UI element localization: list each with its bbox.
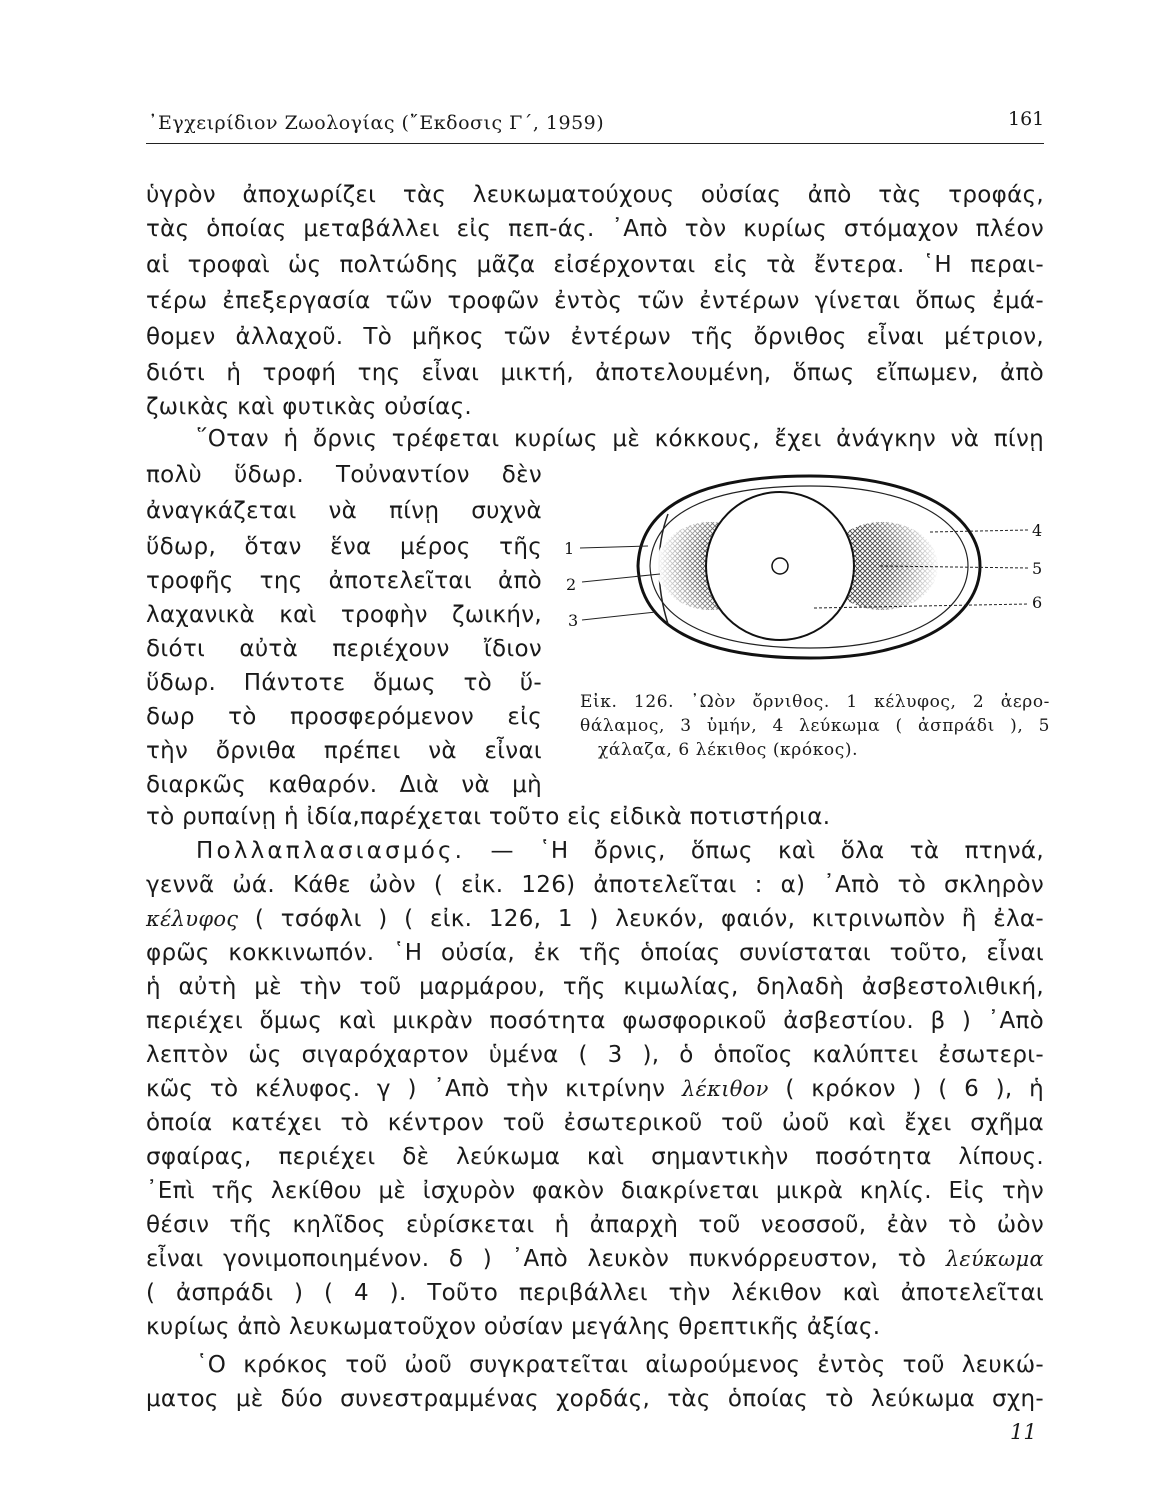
text-line: δωρ τὸ προσφερόμενον εἰς [146, 704, 542, 730]
running-header: ᾽Εγχειρίδιον Ζωολογίας (῎Εκδοσις Γ΄, 1959) [148, 112, 605, 134]
text-span: — ῾Η ὄρνις, ὅπως καὶ ὅλα τὰ πτηνά, [490, 838, 1044, 864]
text-line: ᾽Επὶ τῆς λεκίθου μὲ ἰσχυρὸν φακὸν διακρίνεται μικρὰ κηλίς. Εἰς τὴν [146, 1178, 1044, 1204]
text-line: αἱ τροφαὶ ὡς πολτώδης μᾶζα εἰσέρχονται εἰς τὰ ἔντερα. ῾Η περαι- [146, 252, 1044, 278]
text-line: ῾Ο κρόκος τοῦ ὠοῦ συγκρατεῖται αἰωρούμενος ἐντὸς τοῦ λευκώ- [196, 1352, 1044, 1378]
figure-label: 5 [1032, 559, 1043, 578]
term-albumen: λεύκωμα [945, 1247, 1044, 1271]
term-shell: κέλυφος [146, 907, 239, 931]
figure-caption [580, 690, 1050, 762]
figure-label: 6 [1032, 593, 1043, 612]
text-line: σφαίρας, περιέχει δὲ λεύκωμα καὶ σημαντικὴν ποσότητα λίπους. [146, 1144, 1044, 1170]
text-line: γεννᾶ ὠά. Κάθε ὠὸν ( εἰκ. 126) ἀποτελεῖται : α) ᾽Απὸ τὸ σκληρὸν [146, 872, 1044, 898]
text-line: λαχανικὰ καὶ τροφὴν ζωικήν, [146, 602, 542, 628]
text-line: ὑγρὸν ἀποχωρίζει τὰς λευκωματούχους οὐσίας ἀπὸ τὰς τροφάς, [146, 182, 1044, 208]
text-span: κῶς τὸ κέλυφος. γ ) ᾽Απὸ τὴν κιτρίνην [146, 1076, 666, 1102]
text-span: ( κρόκον ) ( 6 ), ἡ [785, 1076, 1045, 1102]
text-line: τροφῆς της ἀποτελεῖται ἀπὸ [146, 568, 542, 594]
text-line: τὴν ὄρνιθα πρέπει νὰ εἶναι [146, 738, 542, 764]
text-line: ῞Οταν ἡ ὄρνις τρέφεται κυρίως μὲ κόκκους, ἔχει ἀνάγκην νὰ πίνῃ [196, 426, 1044, 452]
text-line: διαρκῶς καθαρόν. Διὰ νὰ μὴ [146, 772, 542, 798]
text-line: ὕδωρ, ὅταν ἕνα μέρος τῆς [146, 534, 542, 560]
figure-label: 4 [1032, 521, 1043, 540]
text-line: κυρίως ἀπὸ λευκωματοῦχον οὐσίαν μεγάλης θρεπτικῆς ἀξίας. [146, 1314, 881, 1340]
term-yolk: λέκιθον [681, 1077, 769, 1101]
text-line [146, 1074, 1044, 1104]
germinal-disc [772, 558, 788, 574]
header-rule [146, 143, 1044, 144]
text-line: περιέχει ὅμως καὶ μικρὰν ποσότητα φωσφορικοῦ ἀσβεστίου. β ) ᾽Απὸ [146, 1008, 1044, 1034]
text-line: τὸ ρυπαίνῃ ἡ ἰδία,παρέχεται τοῦτο εἰς εἰδικὰ ποτιστήρια. [146, 804, 831, 830]
caption-line: θάλαμος, 3 ὑμήν, 4 λεύκωμα ( ἀσπράδι ), 5 [580, 716, 1050, 736]
figure-label: 1 [564, 539, 575, 558]
figure-label: 3 [568, 611, 579, 630]
text-line: φρῶς κοκκινωπόν. ῾Η οὐσία, ἐκ τῆς ὁποίας συνίσταται τοῦτο, εἶναι [146, 940, 1044, 966]
text-line [146, 904, 1044, 934]
text-line: ὕδωρ. Πάντοτε ὅμως τὸ ὕ- [146, 670, 542, 696]
figure-label: 2 [566, 575, 577, 594]
section-heading: Πολλαπλασιασμός. [196, 838, 466, 864]
text-line: ( ἀσπράδι ) ( 4 ). Τοῦτο περιβάλλει τὴν λέκιθον καὶ ἀποτελεῖται [146, 1280, 1044, 1306]
text-line [146, 1244, 1044, 1274]
text-line: θομεν ἀλλαχοῦ. Τὸ μῆκος τῶν ἐντέρων τῆς ὄρνιθος εἶναι μέτριον, [146, 324, 1044, 350]
text-line: θέσιν τῆς κηλῖδος εὑρίσκεται ἡ ἀπαρχὴ τοῦ νεοσσοῦ, ἐὰν τὸ ὠὸν [146, 1212, 1044, 1238]
text-line: ὁποία κατέχει τὸ κέντρον τοῦ ἐσωτερικοῦ τοῦ ὠοῦ καὶ ἔχει σχῆμα [146, 1110, 1044, 1136]
text-line: ματος μὲ δύο συνεστραμμένας χορδάς, τὰς ὁποίας τὸ λεύκωμα σχη- [146, 1386, 1044, 1412]
text-line: πολὺ ὕδωρ. Τοὐναντίον δὲν [146, 462, 542, 488]
caption-line: Εἰκ. 126. ᾽Ωὸν ὄρνιθος. 1 κέλυφος, 2 ἀερο- [580, 692, 1050, 712]
page-number: 161 [1008, 108, 1045, 130]
egg-diagram [560, 466, 1050, 678]
text-line [196, 836, 1044, 866]
caption-line: χάλαζα, 6 λέκιθος (κρόκος). [598, 740, 859, 760]
text-line: διότι αὐτὰ περιέχουν ἴδιον [146, 636, 542, 662]
text-line: τέρω ἐπεξεργασία τῶν τροφῶν ἐντὸς τῶν ἐντέρων γίνεται ὅπως ἐμά- [146, 288, 1044, 314]
text-line: διότι ἡ τροφή της εἶναι μικτή, ἀποτελουμένη, ὅπως εἴπωμεν, ἀπὸ [146, 360, 1044, 386]
text-line: ἀναγκάζεται νὰ πίνῃ συχνὰ [146, 498, 542, 524]
sheet-number: 11 [1010, 1420, 1037, 1444]
text-line: λεπτὸν ὡς σιγαρόχαρτον ὑμένα ( 3 ), ὁ ὁποῖος καλύπτει ἐσωτερι- [146, 1042, 1044, 1068]
text-line: ἡ αὐτὴ μὲ τὴν τοῦ μαρμάρου, τῆς κιμωλίας, δηλαδὴ ἀσβεστολιθική, [146, 974, 1044, 1000]
text-line: ζωικὰς καὶ φυτικὰς οὐσίας. [146, 394, 473, 420]
text-span: ( τσόφλι ) ( εἰκ. 126, 1 ) λευκόν, φαιόν, κιτρινωπὸν ἢ ἐλα- [254, 906, 1044, 932]
text-line: τὰς ὁποίας μεταβάλλει εἰς πεπ-άς. ᾽Απὸ τὸν κυρίως στόμαχον πλέον [146, 216, 1044, 242]
text-span: εἶναι γονιμοποιημένον. δ ) ᾽Απὸ λευκὸν πυκνόρρευστον, τὸ [146, 1246, 927, 1272]
